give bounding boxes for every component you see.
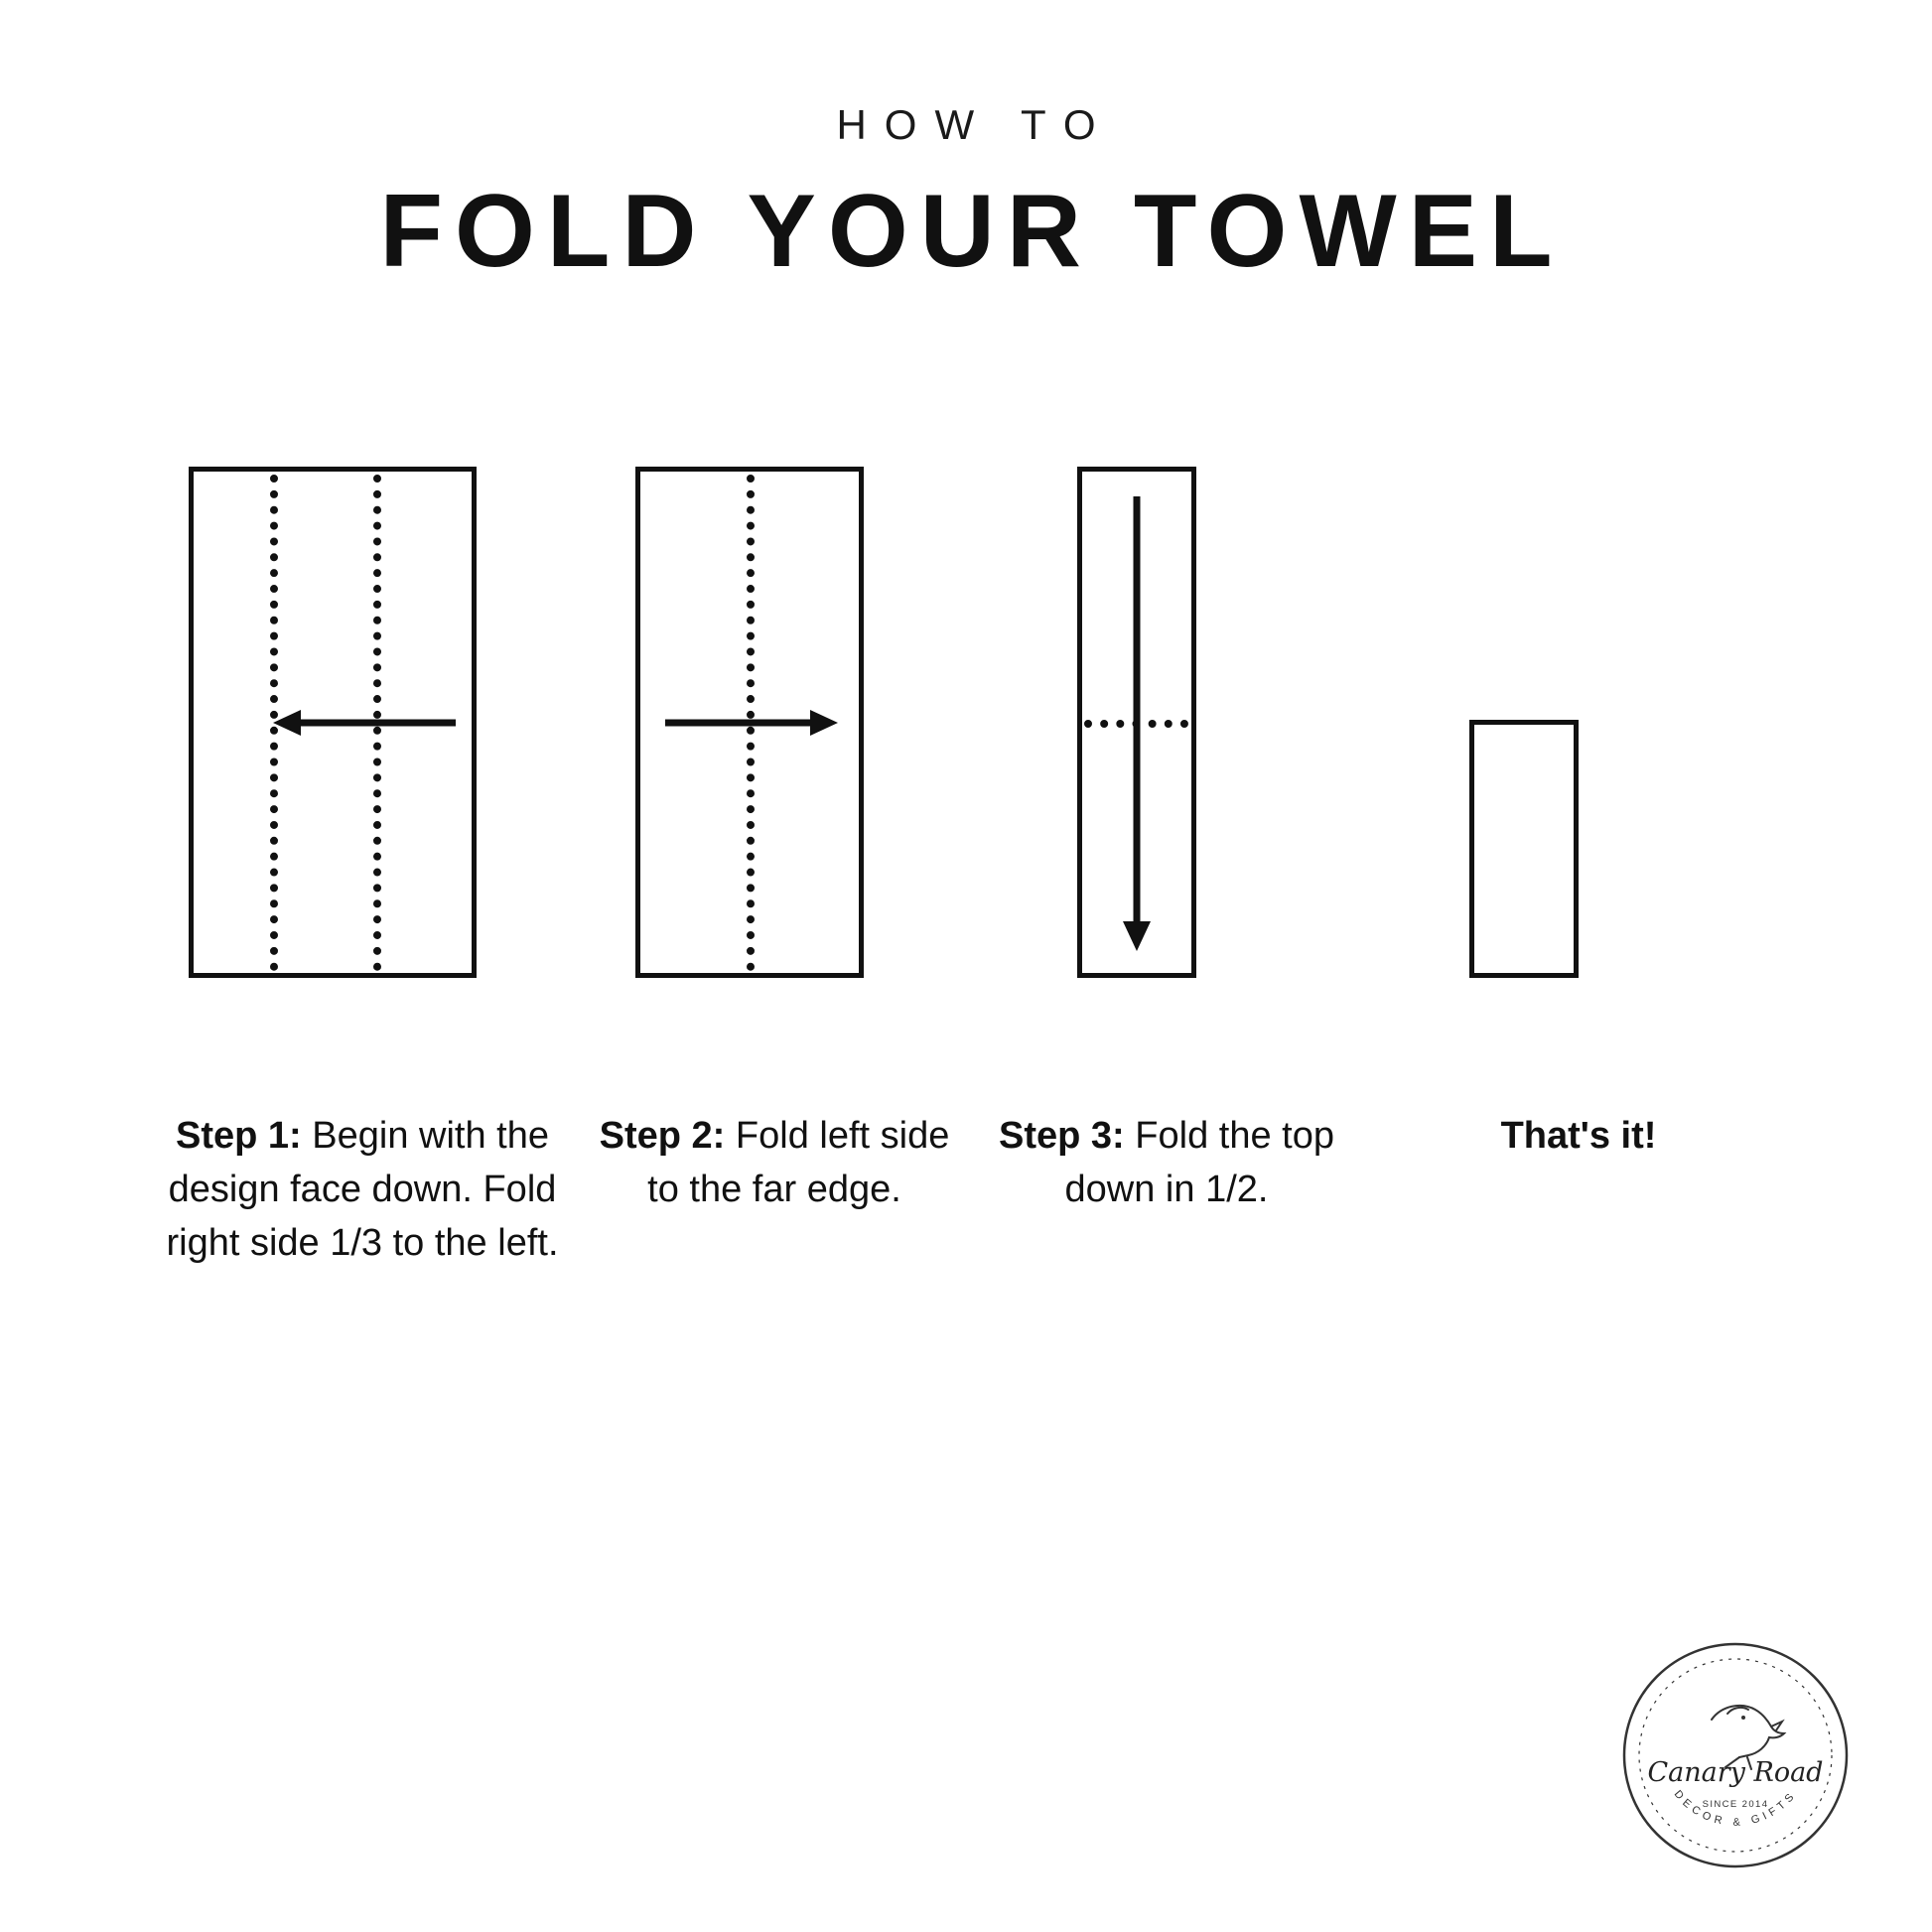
step-4 <box>1360 467 1797 1164</box>
step-2-label: Step 2: <box>599 1115 726 1157</box>
arrow-left-icon <box>273 703 457 743</box>
step-3-figure <box>973 467 1360 1023</box>
step-1-caption <box>149 1110 576 1271</box>
step-4-caption <box>1360 1110 1797 1164</box>
logo-brand-text: Canary Road <box>1647 1757 1824 1788</box>
brand-logo <box>1616 1636 1855 1874</box>
step-3 <box>973 467 1360 1217</box>
logo-tagline-text: DECOR & GIFTS <box>1671 1788 1800 1829</box>
header-kicker: HOW TO <box>836 101 1114 148</box>
logo-since-text: SINCE 2014 <box>1702 1799 1769 1810</box>
step-3-label: Step 3: <box>999 1115 1125 1157</box>
step-3-caption <box>973 1110 1360 1217</box>
step-4-label: That's it! <box>1500 1115 1657 1157</box>
page-title: FOLD YOUR TOWEL <box>379 174 1565 289</box>
step-1-text: Begin with the design face down. Fold right side 1/3 to the left. <box>166 1115 559 1264</box>
step-2-caption <box>576 1110 973 1217</box>
page-header <box>0 0 1932 291</box>
logo-mark <box>1616 1636 1855 1874</box>
arrow-right-icon <box>665 703 839 743</box>
step-1-figure <box>149 467 576 1023</box>
step-2-figure <box>576 467 973 1023</box>
step-3-text: Fold the top down in 1/2. <box>1064 1115 1334 1210</box>
arrow-down-icon <box>1117 496 1157 953</box>
step-2-text: Fold left side to the far edge. <box>647 1115 950 1210</box>
step-1 <box>149 467 576 1271</box>
step-2 <box>576 467 973 1217</box>
steps-container <box>149 467 1797 1271</box>
towel-rectangle-step-4 <box>1469 720 1579 978</box>
step-1-label: Step 1: <box>176 1115 302 1157</box>
step-4-figure <box>1360 467 1797 1023</box>
